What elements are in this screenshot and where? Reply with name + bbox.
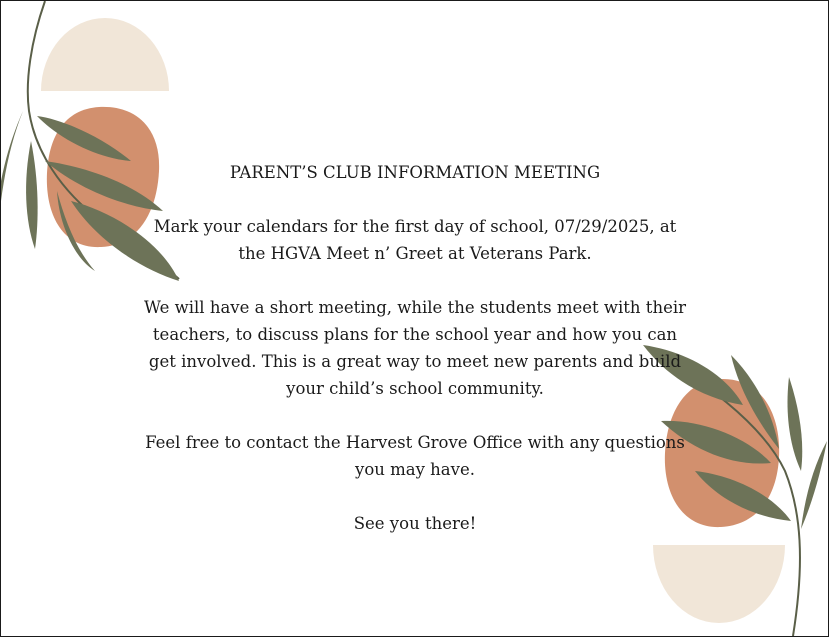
leaf-bottom-6: [801, 441, 827, 529]
flyer-content: [141, 159, 689, 537]
meeting-details-paragraph: We will have a short meeting, while the students meet with their teachers, to discuss plans for the school year and how you can get involved. This is a great way to meet new parents and build your child’s school community.: [144, 298, 686, 398]
first-day-paragraph: Mark your calendars for the first day of school, 07/29/2025, at the HGVA Meet n’ Greet at Veterans Park.: [153, 217, 677, 263]
closing-line: See you there!: [353, 514, 477, 533]
contact-paragraph: Feel free to contact the Harvest Grove Office with any questions you may have.: [145, 433, 685, 479]
top-cream-half-circle: [41, 18, 169, 91]
leaf-bottom-5: [788, 377, 803, 471]
leaf-top-4: [1, 111, 23, 201]
leaf-top-5: [26, 141, 38, 249]
meeting-title: PARENT’S CLUB INFORMATION MEETING: [229, 163, 601, 182]
bottom-cream-half-circle: [653, 545, 785, 623]
